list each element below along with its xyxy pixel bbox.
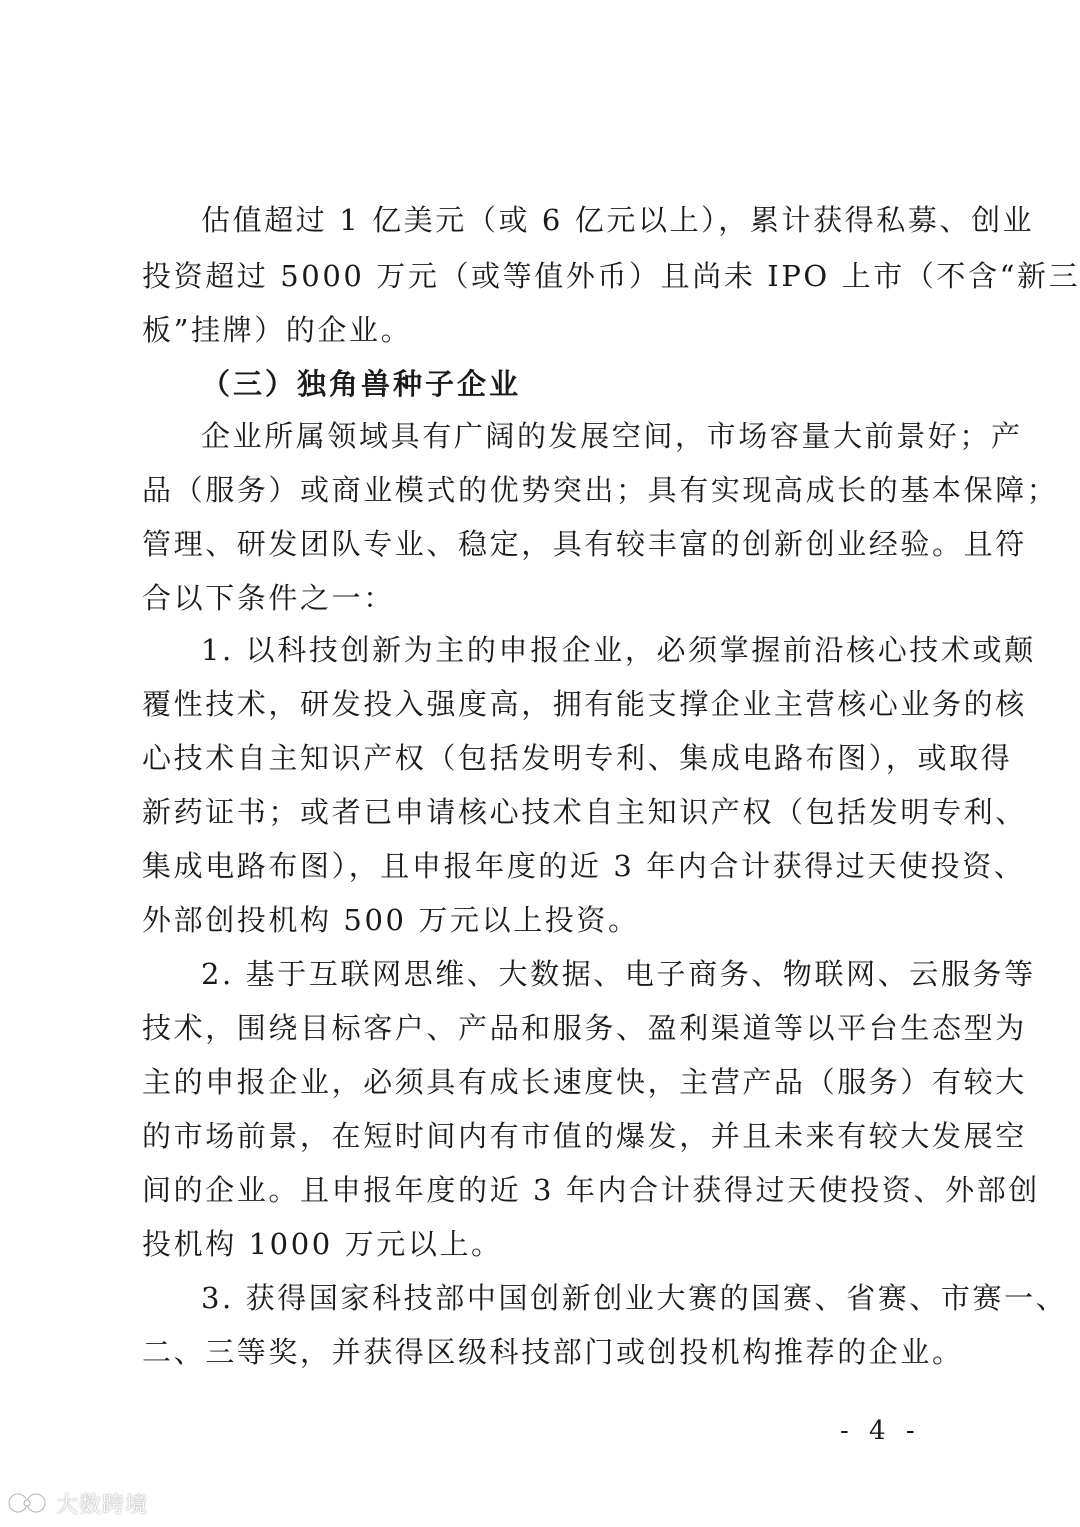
- paragraph-line: 估值超过 1 亿美元（或 6 亿元以上），累计获得私募、创业: [201, 203, 1035, 237]
- paragraph-line: 板”挂牌）的企业。: [142, 313, 413, 347]
- paragraph-line: 二、三等奖，并获得区级科技部门或创投机构推荐的企业。: [142, 1335, 964, 1369]
- paragraph-line: 覆性技术，研发投入强度高，拥有能支撑企业主营核心业务的核: [142, 687, 1027, 721]
- paragraph-line: 企业所属领域具有广阔的发展空间，市场容量大前景好；产: [201, 419, 1023, 453]
- paragraph-line: 2. 基于互联网思维、大数据、电子商务、物联网、云服务等: [201, 957, 1036, 991]
- paragraph-line: 主的申报企业，必须具有成长速度快，主营产品（服务）有较大: [142, 1065, 1027, 1099]
- paragraph-line: 技术，围绕目标客户、产品和服务、盈利渠道等以平台生态型为: [142, 1011, 1027, 1045]
- paragraph-line: 3. 获得国家科技部中国创新创业大赛的国赛、省赛、市赛一、: [201, 1281, 1068, 1315]
- paragraph-line: 新药证书；或者已申请核心技术自主知识产权（包括发明专利、: [142, 795, 1027, 829]
- watermark: [6, 1486, 148, 1520]
- paragraph-line: 集成电路布图），且申报年度的近 3 年内合计获得过天使投资、: [142, 849, 1026, 883]
- paragraph-line: 品（服务）或商业模式的优势突出；具有实现高成长的基本保障；: [142, 473, 1059, 507]
- paragraph-line: 心技术自主知识产权（包括发明专利、集成电路布图），或取得: [142, 741, 1013, 775]
- paragraph-line: 1. 以科技创新为主的申报企业，必须掌握前沿核心技术或颠: [201, 633, 1036, 667]
- paragraph-line: 投资超过 5000 万元（或等值外币）且尚未 IPO 上市（不含“新三: [142, 259, 1080, 293]
- paragraph-line: 外部创投机构 500 万元以上投资。: [142, 903, 640, 937]
- paragraph-line: 合以下条件之一：: [142, 581, 395, 615]
- paragraph-line: 间的企业。且申报年度的近 3 年内合计获得过天使投资、外部创: [142, 1173, 1040, 1207]
- paragraph-line: 管理、研发团队专业、稳定，具有较丰富的创新创业经验。且符: [142, 527, 1027, 561]
- paragraph-line: 的市场前景，在短时间内有市值的爆发，并且未来有较大发展空: [142, 1119, 1027, 1153]
- section-heading: （三）独角兽种子企业: [201, 367, 522, 401]
- watermark-text: 大数跨境: [56, 1492, 149, 1518]
- page-number: - 4 -: [840, 1416, 921, 1446]
- brand-logo-icon: [6, 1489, 50, 1517]
- paragraph-line: 投机构 1000 万元以上。: [142, 1227, 503, 1261]
